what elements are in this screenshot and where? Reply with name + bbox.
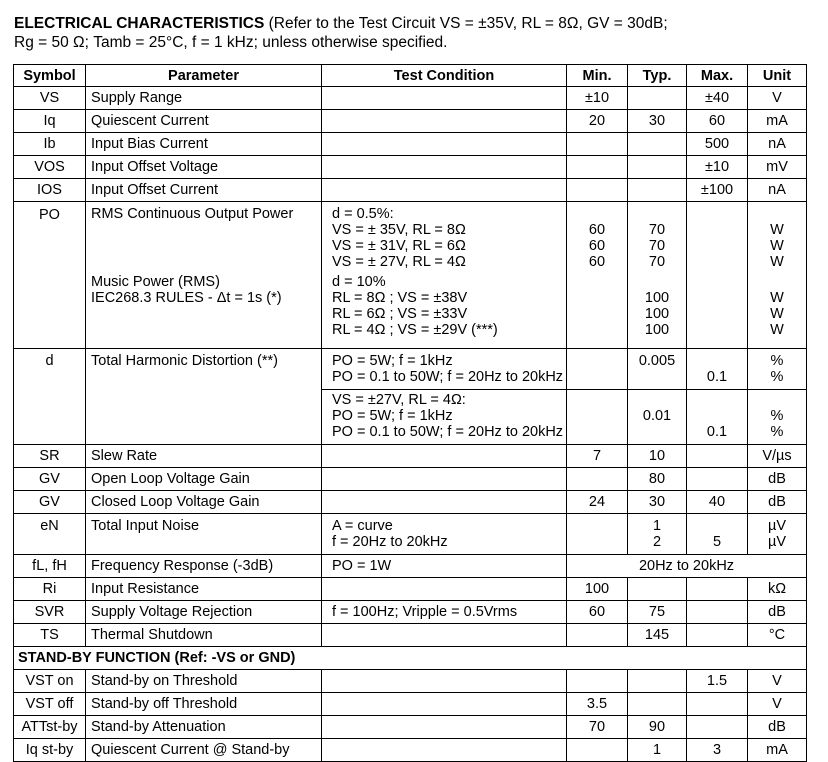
condition-cell [322, 156, 567, 179]
typ-cell [628, 156, 687, 179]
heading-conditions-1: (Refer to the Test Circuit VS = ±35V, RL = 8Ω, GV = 30dB; [268, 15, 668, 32]
condition-line: RL = 4Ω ; VS = ±29V (***) [332, 322, 498, 338]
condition-cell [322, 491, 567, 514]
condition-cell [322, 179, 567, 202]
condition-cell: PO = 1W [322, 555, 567, 578]
symbol-cell: VS [14, 87, 86, 110]
min-cell [567, 514, 628, 555]
col-min: Min. [567, 65, 628, 87]
symbol-cell: TS [14, 624, 86, 647]
table-header-row [14, 65, 807, 87]
heading-conditions-2: Rg = 50 Ω; Tamb = 25°C, f = 1 kHz; unless otherwise specified. [14, 34, 448, 51]
typ-cell [628, 693, 687, 716]
value: 100 [644, 306, 670, 322]
unit-cell: V/µs [748, 445, 807, 468]
max-cell: 500 [687, 133, 748, 156]
value: µV [767, 534, 787, 550]
unit-cell: mA [748, 739, 807, 762]
typ-cell: 0.01 [628, 390, 687, 445]
value: 60 [588, 238, 606, 254]
symbol-cell: ATTst-by [14, 716, 86, 739]
table-row [14, 349, 807, 390]
value: W [770, 290, 784, 306]
typ-cell [628, 514, 687, 555]
table-row [14, 716, 807, 739]
parameter-cell: Supply Range [86, 87, 322, 110]
table-row [14, 133, 807, 156]
symbol-cell: VST on [14, 670, 86, 693]
value: % [770, 424, 784, 440]
table-row [14, 445, 807, 468]
max-cell: 40 [687, 491, 748, 514]
typ-cell [628, 670, 687, 693]
unit-cell [748, 390, 807, 445]
symbol-cell: VST off [14, 693, 86, 716]
typ-cell: 0.005 [628, 349, 687, 390]
parameter-cell: RMS Continuous Output Power [86, 202, 322, 275]
symbol-cell: GV [14, 468, 86, 491]
standby-section-title: STAND-BY FUNCTION (Ref: -VS or GND) [14, 647, 807, 670]
condition-line: RL = 8Ω ; VS = ±38V [332, 290, 468, 306]
condition-line: f = 20Hz to 20kHz [332, 534, 448, 550]
max-cell: 60 [687, 110, 748, 133]
typ-cell [628, 202, 687, 275]
max-cell [687, 274, 748, 349]
max-cell: 0.1 [687, 349, 748, 390]
table-row [14, 555, 807, 578]
symbol-cell: SR [14, 445, 86, 468]
col-typ: Typ. [628, 65, 687, 87]
value: % [770, 369, 784, 385]
parameter-cell: Stand-by Attenuation [86, 716, 322, 739]
parameter-cell: Input Offset Current [86, 179, 322, 202]
min-cell [567, 468, 628, 491]
condition-cell [322, 390, 567, 445]
typ-cell [628, 179, 687, 202]
min-cell: 24 [567, 491, 628, 514]
parameter-cell: Supply Voltage Rejection [86, 601, 322, 624]
condition-line: PO = 5W; f = 1kHz [332, 353, 453, 369]
condition-cell [322, 274, 567, 349]
symbol-cell: fL, fH [14, 555, 86, 578]
parameter-cell: Closed Loop Voltage Gain [86, 491, 322, 514]
unit-cell: dB [748, 468, 807, 491]
max-cell [687, 601, 748, 624]
table-row [14, 156, 807, 179]
typ-cell: 145 [628, 624, 687, 647]
unit-cell [748, 274, 807, 349]
table-row [14, 670, 807, 693]
value: 70 [648, 254, 666, 270]
parameter-cell: Input Resistance [86, 578, 322, 601]
table-row [14, 87, 807, 110]
parameter-cell: Stand-by on Threshold [86, 670, 322, 693]
typ-cell: 75 [628, 601, 687, 624]
standby-section-row [14, 647, 807, 670]
table-row [14, 491, 807, 514]
max-cell [687, 445, 748, 468]
table-row [14, 202, 807, 275]
value: 70 [648, 238, 666, 254]
unit-cell: mV [748, 156, 807, 179]
typ-cell [628, 578, 687, 601]
parameter-line: IEC268.3 RULES - Δt = 1s (*) [91, 290, 282, 306]
unit-cell: °C [748, 624, 807, 647]
unit-cell: dB [748, 716, 807, 739]
max-cell: ±10 [687, 156, 748, 179]
col-symbol: Symbol [14, 65, 86, 87]
symbol-cell: PO [14, 202, 86, 349]
condition-line: VS = ±27V, RL = 4Ω: [332, 392, 466, 408]
max-cell: 1.5 [687, 670, 748, 693]
parameter-cell: Input Offset Voltage [86, 156, 322, 179]
condition-cell [322, 578, 567, 601]
unit-cell [748, 349, 807, 390]
value: 60 [588, 254, 606, 270]
table-row [14, 578, 807, 601]
symbol-cell: Iq st-by [14, 739, 86, 762]
condition-cell [322, 716, 567, 739]
typ-cell: 90 [628, 716, 687, 739]
value: W [770, 222, 784, 238]
unit-cell: V [748, 693, 807, 716]
unit-cell: nA [748, 179, 807, 202]
min-cell: 7 [567, 445, 628, 468]
symbol-cell: VOS [14, 156, 86, 179]
condition-line: d = 10% [332, 274, 386, 290]
condition-line: VS = ± 27V, RL = 4Ω [332, 254, 466, 270]
min-cell: 60 [567, 601, 628, 624]
section-heading [14, 14, 820, 52]
parameter-cell: Stand-by off Threshold [86, 693, 322, 716]
min-cell [567, 133, 628, 156]
typ-cell [628, 274, 687, 349]
parameter-cell: Quiescent Current @ Stand-by [86, 739, 322, 762]
max-cell [687, 468, 748, 491]
parameter-cell: Open Loop Voltage Gain [86, 468, 322, 491]
min-cell [567, 624, 628, 647]
typ-cell: 30 [628, 491, 687, 514]
condition-cell [322, 133, 567, 156]
col-test-condition: Test Condition [322, 65, 567, 87]
max-cell: 0.1 [687, 390, 748, 445]
condition-line: RL = 6Ω ; VS = ±33V [332, 306, 468, 322]
table-row [14, 624, 807, 647]
condition-line: PO = 0.1 to 50W; f = 20Hz to 20kHz [332, 424, 564, 440]
min-cell [567, 179, 628, 202]
col-parameter: Parameter [86, 65, 322, 87]
symbol-cell: GV [14, 491, 86, 514]
typ-cell [628, 133, 687, 156]
min-cell [567, 349, 628, 390]
condition-line: d = 0.5%: [332, 206, 394, 222]
min-cell [567, 156, 628, 179]
table-row [14, 739, 807, 762]
typ-cell: 1 [628, 739, 687, 762]
value: µV [767, 518, 787, 534]
table-row [14, 601, 807, 624]
parameter-cell: Input Bias Current [86, 133, 322, 156]
unit-cell: V [748, 670, 807, 693]
value: 100 [644, 290, 670, 306]
min-cell [567, 739, 628, 762]
max-cell [687, 202, 748, 275]
value: 70 [648, 222, 666, 238]
range-cell: 20Hz to 20kHz [567, 555, 807, 578]
value: W [770, 254, 784, 270]
condition-cell [322, 202, 567, 275]
unit-cell [748, 202, 807, 275]
symbol-cell: Ib [14, 133, 86, 156]
condition-cell [322, 349, 567, 390]
condition-line: PO = 0.1 to 50W; f = 20Hz to 20kHz [332, 369, 564, 385]
unit-cell [748, 514, 807, 555]
unit-cell: kΩ [748, 578, 807, 601]
symbol-cell: d [14, 349, 86, 445]
parameter-cell: Quiescent Current [86, 110, 322, 133]
table-row [14, 179, 807, 202]
symbol-cell: eN [14, 514, 86, 555]
max-cell [687, 716, 748, 739]
table-row [14, 514, 807, 555]
typ-cell: 10 [628, 445, 687, 468]
condition-cell [322, 693, 567, 716]
typ-cell: 80 [628, 468, 687, 491]
value: W [770, 306, 784, 322]
max-cell [687, 693, 748, 716]
col-unit: Unit [748, 65, 807, 87]
max-cell [687, 624, 748, 647]
parameter-cell: Frequency Response (-3dB) [86, 555, 322, 578]
min-cell [567, 274, 628, 349]
max-cell: ±40 [687, 87, 748, 110]
condition-line: VS = ± 31V, RL = 6Ω [332, 238, 466, 254]
condition-cell [322, 670, 567, 693]
table-row [14, 274, 807, 349]
parameter-line: Music Power (RMS) [91, 274, 220, 290]
parameter-cell [86, 274, 322, 349]
condition-line: A = curve [332, 518, 393, 534]
value: W [770, 322, 784, 338]
unit-cell: dB [748, 491, 807, 514]
electrical-characteristics-table [13, 64, 807, 762]
heading-title: ELECTRICAL CHARACTERISTICS [14, 15, 265, 32]
min-cell: ±10 [567, 87, 628, 110]
table-row [14, 110, 807, 133]
min-cell: 100 [567, 578, 628, 601]
unit-cell: nA [748, 133, 807, 156]
min-cell: 20 [567, 110, 628, 133]
condition-line: VS = ± 35V, RL = 8Ω [332, 222, 466, 238]
value: 100 [644, 322, 670, 338]
max-cell [687, 578, 748, 601]
min-cell: 3.5 [567, 693, 628, 716]
value: 1 [652, 518, 662, 534]
condition-cell [322, 110, 567, 133]
value: 2 [652, 534, 662, 550]
condition-cell [322, 624, 567, 647]
parameter-cell: Thermal Shutdown [86, 624, 322, 647]
condition-line: PO = 5W; f = 1kHz [332, 408, 453, 424]
min-cell [567, 390, 628, 445]
table-row [14, 468, 807, 491]
value: % [770, 353, 784, 369]
condition-cell [322, 445, 567, 468]
symbol-cell: SVR [14, 601, 86, 624]
min-cell [567, 202, 628, 275]
condition-cell [322, 739, 567, 762]
symbol-cell: Ri [14, 578, 86, 601]
min-cell: 70 [567, 716, 628, 739]
typ-cell [628, 87, 687, 110]
parameter-cell: Total Harmonic Distortion (**) [86, 349, 322, 445]
value: % [770, 408, 784, 424]
symbol-cell: IOS [14, 179, 86, 202]
typ-cell: 30 [628, 110, 687, 133]
value: W [770, 238, 784, 254]
condition-cell [322, 514, 567, 555]
condition-cell [322, 468, 567, 491]
col-max: Max. [687, 65, 748, 87]
max-cell: 3 [687, 739, 748, 762]
parameter-cell: Total Input Noise [86, 514, 322, 555]
unit-cell: mA [748, 110, 807, 133]
max-cell: 5 [687, 514, 748, 555]
unit-cell: V [748, 87, 807, 110]
condition-cell: f = 100Hz; Vripple = 0.5Vrms [322, 601, 567, 624]
condition-cell [322, 87, 567, 110]
min-cell [567, 670, 628, 693]
parameter-cell: Slew Rate [86, 445, 322, 468]
unit-cell: dB [748, 601, 807, 624]
table-row [14, 693, 807, 716]
value: 60 [588, 222, 606, 238]
max-cell: ±100 [687, 179, 748, 202]
symbol-cell: Iq [14, 110, 86, 133]
